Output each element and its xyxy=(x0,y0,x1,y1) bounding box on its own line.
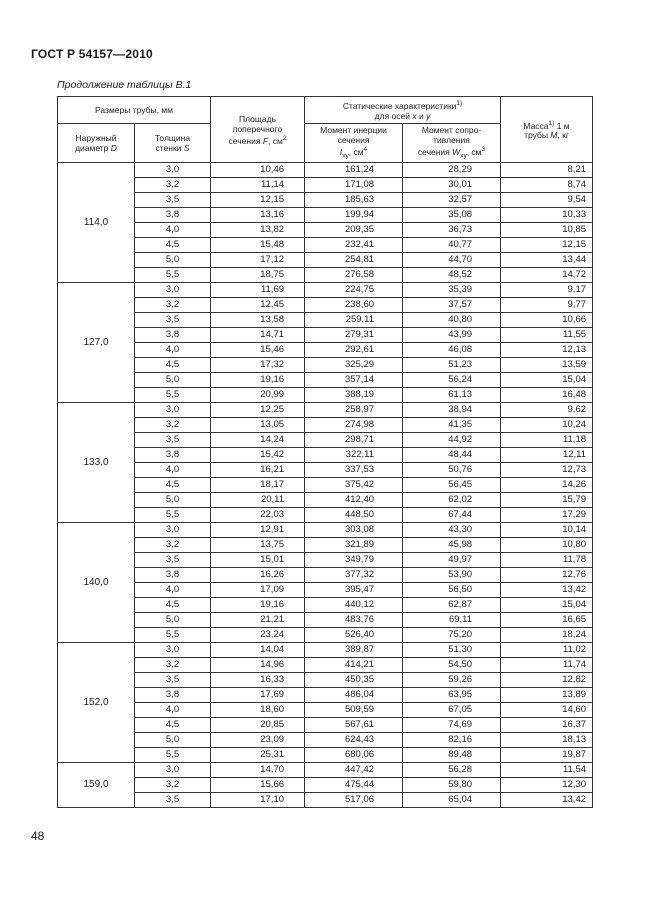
table-row xyxy=(58,598,593,613)
cell-area: 13,82 xyxy=(211,223,305,238)
cell-inertia: 292,61 xyxy=(305,343,403,358)
cell-area: 17,12 xyxy=(211,253,305,268)
cell-inertia: 258,97 xyxy=(305,403,403,418)
cell-area: 20,85 xyxy=(211,718,305,733)
cell-area: 18,60 xyxy=(211,703,305,718)
table-row xyxy=(58,538,593,553)
cell-resistance: 36,73 xyxy=(403,223,501,238)
cell-inertia: 232,41 xyxy=(305,238,403,253)
table-row xyxy=(58,643,593,658)
cell-area: 11,69 xyxy=(211,283,305,298)
cell-inertia: 389,87 xyxy=(305,643,403,658)
cell-mass: 15,04 xyxy=(501,373,593,388)
cell-inertia: 238,60 xyxy=(305,298,403,313)
cell-inertia: 224,75 xyxy=(305,283,403,298)
cell-area: 14,96 xyxy=(211,658,305,673)
table-row xyxy=(58,253,593,268)
table-row xyxy=(58,298,593,313)
table-row xyxy=(58,553,593,568)
table-row xyxy=(58,388,593,403)
cell-mass: 13,44 xyxy=(501,253,593,268)
cell-area: 12,91 xyxy=(211,523,305,538)
cell-area: 23,24 xyxy=(211,628,305,643)
cell-mass: 17,29 xyxy=(501,508,593,523)
cell-resistance: 89,48 xyxy=(403,748,501,763)
cell-resistance: 40,80 xyxy=(403,313,501,328)
cell-area: 17,09 xyxy=(211,583,305,598)
cell-mass: 11,74 xyxy=(501,658,593,673)
cell-thickness: 5,0 xyxy=(135,733,211,748)
cell-mass: 12,73 xyxy=(501,463,593,478)
table-row xyxy=(58,628,593,643)
cell-thickness: 5,5 xyxy=(135,748,211,763)
cell-inertia: 377,32 xyxy=(305,568,403,583)
cell-resistance: 67,44 xyxy=(403,508,501,523)
cell-resistance: 61,13 xyxy=(403,388,501,403)
cell-area: 20,99 xyxy=(211,388,305,403)
cell-area: 13,16 xyxy=(211,208,305,223)
cell-thickness: 3,0 xyxy=(135,763,211,778)
cell-mass: 14,26 xyxy=(501,478,593,493)
cell-mass: 19,87 xyxy=(501,748,593,763)
cell-thickness: 4,5 xyxy=(135,238,211,253)
cell-inertia: 337,53 xyxy=(305,463,403,478)
table-row xyxy=(58,178,593,193)
cell-diameter: 140,0 xyxy=(58,523,135,643)
cell-mass: 16,37 xyxy=(501,718,593,733)
cell-diameter: 152,0 xyxy=(58,643,135,763)
cell-inertia: 412,40 xyxy=(305,493,403,508)
cell-inertia: 526,40 xyxy=(305,628,403,643)
cell-mass: 10,24 xyxy=(501,418,593,433)
cell-resistance: 69,11 xyxy=(403,613,501,628)
cell-area: 16,21 xyxy=(211,463,305,478)
table-row xyxy=(58,478,593,493)
cell-mass: 11,78 xyxy=(501,553,593,568)
cell-mass: 8,74 xyxy=(501,178,593,193)
cell-area: 19,16 xyxy=(211,598,305,613)
cell-area: 12,25 xyxy=(211,403,305,418)
cell-area: 21,21 xyxy=(211,613,305,628)
cell-resistance: 48,52 xyxy=(403,268,501,283)
cell-mass: 11,54 xyxy=(501,763,593,778)
table-row xyxy=(58,343,593,358)
cell-resistance: 45,98 xyxy=(403,538,501,553)
cell-resistance: 49,97 xyxy=(403,553,501,568)
cell-resistance: 38,94 xyxy=(403,403,501,418)
page-number: 48 xyxy=(31,829,45,843)
cell-resistance: 43,30 xyxy=(403,523,501,538)
cell-thickness: 4,0 xyxy=(135,463,211,478)
cell-resistance: 67,05 xyxy=(403,703,501,718)
table-row xyxy=(58,763,593,778)
cell-area: 14,24 xyxy=(211,433,305,448)
cell-inertia: 199,94 xyxy=(305,208,403,223)
cell-resistance: 74,69 xyxy=(403,718,501,733)
cell-resistance: 44,92 xyxy=(403,433,501,448)
cell-thickness: 4,5 xyxy=(135,598,211,613)
cell-area: 22,03 xyxy=(211,508,305,523)
cell-area: 13,05 xyxy=(211,418,305,433)
cell-mass: 14,60 xyxy=(501,703,593,718)
table-row xyxy=(58,163,593,178)
cell-mass: 12,13 xyxy=(501,343,593,358)
cell-area: 16,26 xyxy=(211,568,305,583)
cell-area: 14,70 xyxy=(211,763,305,778)
cell-mass: 10,14 xyxy=(501,523,593,538)
cell-resistance: 56,28 xyxy=(403,763,501,778)
cell-inertia: 171,08 xyxy=(305,178,403,193)
cell-mass: 12,82 xyxy=(501,673,593,688)
cell-inertia: 447,42 xyxy=(305,763,403,778)
cell-thickness: 3,5 xyxy=(135,433,211,448)
cell-inertia: 325,29 xyxy=(305,358,403,373)
cell-thickness: 4,5 xyxy=(135,358,211,373)
cell-resistance: 44,70 xyxy=(403,253,501,268)
cell-thickness: 3,0 xyxy=(135,403,211,418)
cell-thickness: 3,0 xyxy=(135,523,211,538)
cell-thickness: 3,5 xyxy=(135,673,211,688)
cell-diameter: 114,0 xyxy=(58,163,135,283)
table-row xyxy=(58,688,593,703)
cell-area: 10,46 xyxy=(211,163,305,178)
cell-mass: 9,77 xyxy=(501,298,593,313)
header-area: Площадь поперечного сечения F, $см^2$ xyxy=(211,97,305,163)
cell-thickness: 3,8 xyxy=(135,328,211,343)
cell-inertia: 680,06 xyxy=(305,748,403,763)
cell-thickness: 3,5 xyxy=(135,793,211,808)
table-row xyxy=(58,778,593,793)
cell-resistance: 46,08 xyxy=(403,343,501,358)
cell-mass: 11,18 xyxy=(501,433,593,448)
cell-mass: 18,24 xyxy=(501,628,593,643)
cell-mass: 12,76 xyxy=(501,568,593,583)
cell-thickness: 3,2 xyxy=(135,298,211,313)
cell-inertia: 375,42 xyxy=(305,478,403,493)
cell-thickness: 5,0 xyxy=(135,613,211,628)
cell-area: 15,01 xyxy=(211,553,305,568)
cell-mass: 10,33 xyxy=(501,208,593,223)
cell-inertia: 486,04 xyxy=(305,688,403,703)
document-header: ГОСТ Р 54157—2010 xyxy=(31,47,153,61)
cell-thickness: 3,2 xyxy=(135,538,211,553)
cell-area: 15,46 xyxy=(211,343,305,358)
table-row xyxy=(58,358,593,373)
cell-thickness: 5,0 xyxy=(135,253,211,268)
cell-area: 15,66 xyxy=(211,778,305,793)
table-row xyxy=(58,658,593,673)
cell-resistance: 40,77 xyxy=(403,238,501,253)
cell-resistance: 35,39 xyxy=(403,283,501,298)
cell-resistance: 75,20 xyxy=(403,628,501,643)
cell-resistance: 51,30 xyxy=(403,643,501,658)
cell-resistance: 56,24 xyxy=(403,373,501,388)
pipe-properties-table xyxy=(57,96,593,808)
cell-thickness: 4,0 xyxy=(135,343,211,358)
cell-resistance: 30,01 xyxy=(403,178,501,193)
table-row xyxy=(58,718,593,733)
cell-inertia: 624,43 xyxy=(305,733,403,748)
cell-mass: 15,79 xyxy=(501,493,593,508)
cell-area: 15,42 xyxy=(211,448,305,463)
table-row xyxy=(58,793,593,808)
cell-resistance: 51,23 xyxy=(403,358,501,373)
cell-thickness: 4,0 xyxy=(135,703,211,718)
header-static-characteristics: Статические характеристики$^{1)}$ для осей x и y xyxy=(305,97,501,124)
cell-resistance: 41,35 xyxy=(403,418,501,433)
cell-resistance: 62,02 xyxy=(403,493,501,508)
cell-area: 14,71 xyxy=(211,328,305,343)
cell-area: 17,10 xyxy=(211,793,305,808)
table-row xyxy=(58,268,593,283)
cell-area: 14,04 xyxy=(211,643,305,658)
cell-mass: 10,85 xyxy=(501,223,593,238)
cell-mass: 8,21 xyxy=(501,163,593,178)
cell-inertia: 254,81 xyxy=(305,253,403,268)
table-row xyxy=(58,673,593,688)
cell-resistance: 65,04 xyxy=(403,793,501,808)
cell-thickness: 3,8 xyxy=(135,208,211,223)
cell-mass: 10,80 xyxy=(501,538,593,553)
header-wall-thickness: Толщина стенки S xyxy=(135,124,211,163)
table-row xyxy=(58,748,593,763)
cell-mass: 13,89 xyxy=(501,688,593,703)
cell-area: 17,32 xyxy=(211,358,305,373)
cell-area: 17,69 xyxy=(211,688,305,703)
cell-area: 25,31 xyxy=(211,748,305,763)
cell-mass: 14,72 xyxy=(501,268,593,283)
cell-thickness: 3,2 xyxy=(135,778,211,793)
cell-thickness: 5,5 xyxy=(135,508,211,523)
table-row xyxy=(58,733,593,748)
cell-inertia: 349,79 xyxy=(305,553,403,568)
cell-inertia: 440,12 xyxy=(305,598,403,613)
cell-resistance: 56,50 xyxy=(403,583,501,598)
cell-mass: 9,54 xyxy=(501,193,593,208)
table-row xyxy=(58,463,593,478)
cell-inertia: 475,44 xyxy=(305,778,403,793)
cell-thickness: 3,0 xyxy=(135,163,211,178)
cell-thickness: 4,5 xyxy=(135,478,211,493)
table-caption: Продолжение таблицы В.1 xyxy=(57,79,192,91)
cell-area: 16,33 xyxy=(211,673,305,688)
cell-inertia: 322,11 xyxy=(305,448,403,463)
cell-resistance: 32,57 xyxy=(403,193,501,208)
table-row xyxy=(58,193,593,208)
cell-thickness: 5,5 xyxy=(135,628,211,643)
cell-inertia: 483,76 xyxy=(305,613,403,628)
cell-inertia: 321,89 xyxy=(305,538,403,553)
header-outer-diameter: Наружный диаметр D xyxy=(58,124,135,163)
header-pipe-sizes: Размеры трубы, мм xyxy=(58,97,211,124)
cell-mass: 13,42 xyxy=(501,583,593,598)
cell-thickness: 3,5 xyxy=(135,553,211,568)
cell-inertia: 279,31 xyxy=(305,328,403,343)
cell-thickness: 4,5 xyxy=(135,718,211,733)
cell-area: 13,75 xyxy=(211,538,305,553)
cell-thickness: 4,0 xyxy=(135,583,211,598)
cell-inertia: 274,98 xyxy=(305,418,403,433)
table-body xyxy=(58,163,593,808)
cell-thickness: 3,8 xyxy=(135,568,211,583)
cell-inertia: 395,47 xyxy=(305,583,403,598)
cell-thickness: 3,2 xyxy=(135,658,211,673)
cell-resistance: 48,44 xyxy=(403,448,501,463)
cell-mass: 18,13 xyxy=(501,733,593,748)
cell-thickness: 3,5 xyxy=(135,313,211,328)
cell-inertia: 185,63 xyxy=(305,193,403,208)
cell-mass: 10,66 xyxy=(501,313,593,328)
cell-inertia: 209,35 xyxy=(305,223,403,238)
cell-area: 12,45 xyxy=(211,298,305,313)
cell-inertia: 388,19 xyxy=(305,388,403,403)
table-row xyxy=(58,703,593,718)
table-row xyxy=(58,283,593,298)
cell-area: 15,48 xyxy=(211,238,305,253)
cell-resistance: 37,57 xyxy=(403,298,501,313)
table-row xyxy=(58,238,593,253)
cell-thickness: 3,8 xyxy=(135,448,211,463)
cell-thickness: 4,0 xyxy=(135,223,211,238)
cell-inertia: 448,50 xyxy=(305,508,403,523)
cell-mass: 12,30 xyxy=(501,778,593,793)
cell-resistance: 35,08 xyxy=(403,208,501,223)
cell-resistance: 56,45 xyxy=(403,478,501,493)
cell-resistance: 28,29 xyxy=(403,163,501,178)
table-row xyxy=(58,493,593,508)
cell-resistance: 43,99 xyxy=(403,328,501,343)
table-row xyxy=(58,433,593,448)
table-row xyxy=(58,328,593,343)
cell-thickness: 3,0 xyxy=(135,643,211,658)
table-row xyxy=(58,418,593,433)
cell-inertia: 509,59 xyxy=(305,703,403,718)
cell-mass: 13,42 xyxy=(501,793,593,808)
cell-mass: 16,65 xyxy=(501,613,593,628)
cell-mass: 9,17 xyxy=(501,283,593,298)
cell-inertia: 303,08 xyxy=(305,523,403,538)
cell-area: 20,11 xyxy=(211,493,305,508)
header-resistance: Момент сопро- тивления сечения $W_{xy}$, $см^3$ xyxy=(403,124,501,163)
header-inertia: Момент инерции сечения $I_{xy}$, $см^4$ xyxy=(305,124,403,163)
cell-diameter: 133,0 xyxy=(58,403,135,523)
cell-area: 13,58 xyxy=(211,313,305,328)
cell-thickness: 5,5 xyxy=(135,388,211,403)
cell-mass: 12,11 xyxy=(501,448,593,463)
cell-diameter: 127,0 xyxy=(58,283,135,403)
cell-thickness: 3,5 xyxy=(135,193,211,208)
table-row xyxy=(58,313,593,328)
cell-thickness: 5,5 xyxy=(135,268,211,283)
cell-mass: 12,15 xyxy=(501,238,593,253)
cell-thickness: 3,2 xyxy=(135,178,211,193)
cell-mass: 11,02 xyxy=(501,643,593,658)
cell-inertia: 298,71 xyxy=(305,433,403,448)
cell-inertia: 567,61 xyxy=(305,718,403,733)
table-row xyxy=(58,208,593,223)
cell-diameter: 159,0 xyxy=(58,763,135,808)
cell-mass: 15,04 xyxy=(501,598,593,613)
cell-inertia: 517,06 xyxy=(305,793,403,808)
cell-inertia: 357,14 xyxy=(305,373,403,388)
cell-resistance: 59,26 xyxy=(403,673,501,688)
cell-thickness: 3,2 xyxy=(135,418,211,433)
cell-thickness: 3,8 xyxy=(135,688,211,703)
table-row xyxy=(58,373,593,388)
cell-inertia: 414,21 xyxy=(305,658,403,673)
table-row xyxy=(58,223,593,238)
table-row xyxy=(58,613,593,628)
cell-mass: 9,62 xyxy=(501,403,593,418)
cell-resistance: 53,90 xyxy=(403,568,501,583)
table-row xyxy=(58,448,593,463)
cell-area: 18,17 xyxy=(211,478,305,493)
cell-area: 23,09 xyxy=(211,733,305,748)
cell-resistance: 59,80 xyxy=(403,778,501,793)
cell-inertia: 450,35 xyxy=(305,673,403,688)
cell-area: 18,75 xyxy=(211,268,305,283)
cell-area: 12,15 xyxy=(211,193,305,208)
cell-inertia: 276,58 xyxy=(305,268,403,283)
cell-inertia: 259,11 xyxy=(305,313,403,328)
cell-mass: 11,55 xyxy=(501,328,593,343)
cell-thickness: 5,0 xyxy=(135,373,211,388)
cell-area: 19,16 xyxy=(211,373,305,388)
cell-thickness: 5,0 xyxy=(135,493,211,508)
table-row xyxy=(58,568,593,583)
cell-resistance: 63,95 xyxy=(403,688,501,703)
table-row xyxy=(58,523,593,538)
cell-resistance: 50,76 xyxy=(403,463,501,478)
cell-resistance: 82,16 xyxy=(403,733,501,748)
table-row xyxy=(58,508,593,523)
table-row xyxy=(58,583,593,598)
cell-area: 11,14 xyxy=(211,178,305,193)
cell-resistance: 54,50 xyxy=(403,658,501,673)
header-mass: Масса$^{1)}$ 1 м трубы M, кг xyxy=(501,97,593,163)
cell-inertia: 161,24 xyxy=(305,163,403,178)
cell-thickness: 3,0 xyxy=(135,283,211,298)
table-row xyxy=(58,403,593,418)
cell-mass: 16,48 xyxy=(501,388,593,403)
cell-mass: 13,59 xyxy=(501,358,593,373)
cell-resistance: 62,87 xyxy=(403,598,501,613)
